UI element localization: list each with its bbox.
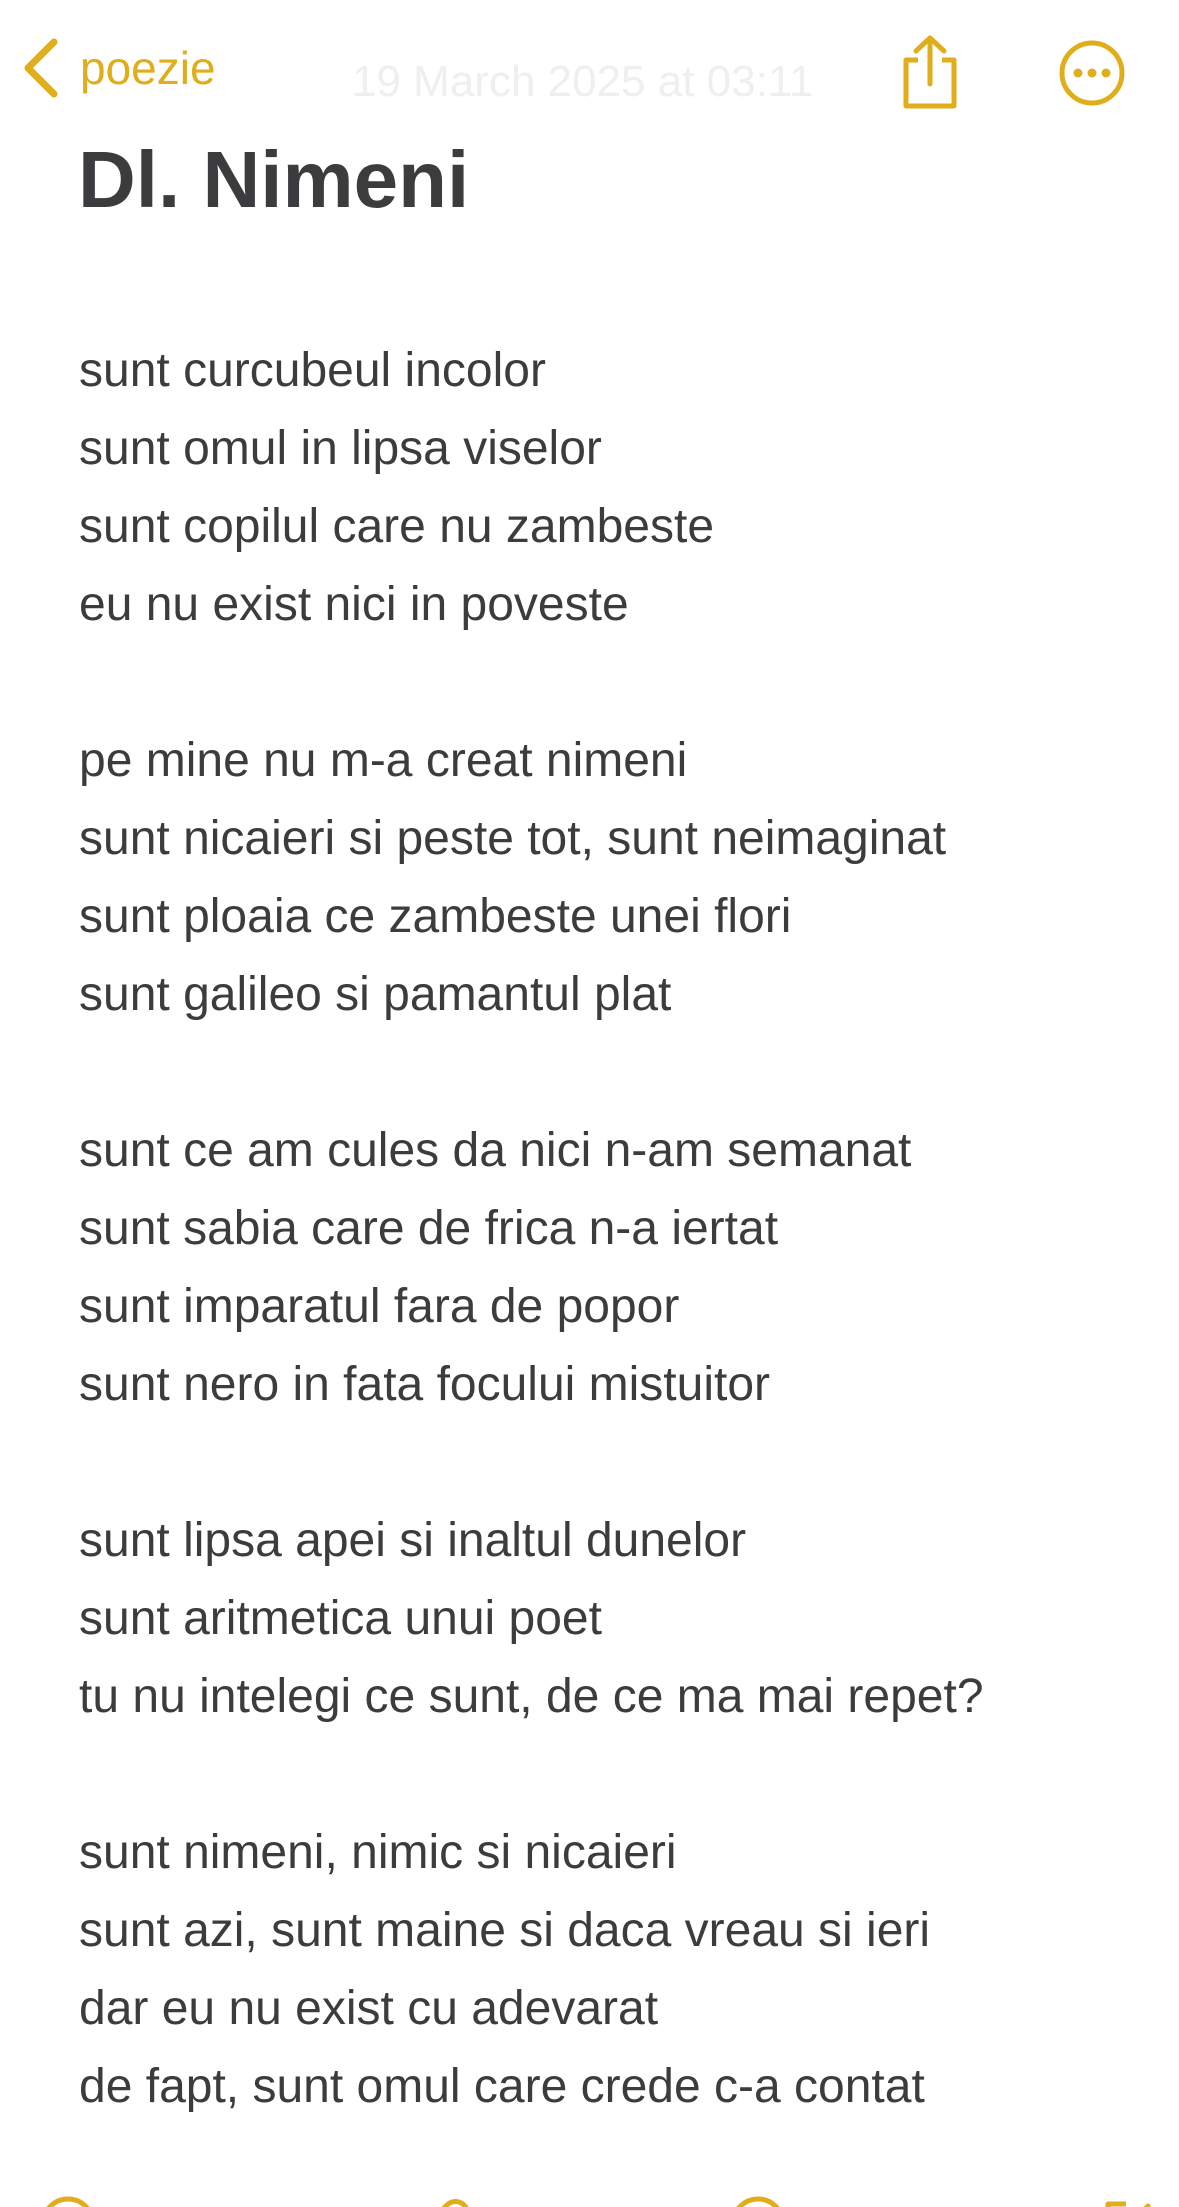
attachment-icon[interactable] — [414, 2194, 474, 2207]
poem-line: sunt aritmetica unui poet — [79, 1592, 602, 1645]
stanza — [79, 1112, 1159, 1424]
back-button-label: poezie — [80, 42, 216, 94]
poem-line: sunt omul in lipsa viselor — [79, 422, 602, 475]
poem-line: sunt ce am cules da nici n-am semanat — [79, 1124, 912, 1177]
share-icon[interactable] — [898, 34, 962, 110]
poem-line: sunt curcubeul incolor — [79, 344, 546, 397]
poem-line: sunt sabia care de frica n-a iertat — [79, 1202, 779, 1255]
chevron-left-icon — [22, 38, 58, 98]
markup-icon[interactable] — [728, 2194, 788, 2207]
stanza — [79, 722, 1159, 1034]
note-title: Dl. Nimeni — [78, 135, 470, 224]
poem-line: pe mine nu m-a creat nimeni — [79, 734, 688, 787]
poem-line: sunt ploaia ce zambeste unei flori — [79, 890, 792, 943]
poem-line: sunt imparatul fara de popor — [79, 1280, 680, 1333]
bottom-toolbar — [0, 2170, 1179, 2207]
more-icon[interactable] — [1058, 39, 1126, 107]
poem-line: sunt galileo si pamantul plat — [79, 968, 672, 1021]
back-button[interactable] — [22, 38, 216, 98]
poem-line: sunt azi, sunt maine si daca vreau si ieri — [79, 1904, 931, 1957]
stanza — [79, 1814, 1159, 2126]
poem-line: de fapt, sunt omul care crede c-a contat — [79, 2060, 925, 2113]
checklist-icon[interactable] — [38, 2194, 98, 2207]
stanza — [79, 1502, 1159, 1736]
poem-line: sunt nimeni, nimic si nicaieri — [79, 1826, 677, 1879]
poem-line: sunt copilul care nu zambeste — [79, 500, 715, 553]
compose-icon[interactable] — [1098, 2194, 1158, 2207]
poem-line: dar eu nu exist cu adevarat — [79, 1982, 659, 2035]
poem-line: eu nu exist nici in poveste — [79, 578, 629, 631]
poem-line: sunt nero in fata focului mistuitor — [79, 1358, 771, 1411]
note-body[interactable] — [79, 332, 1159, 2204]
poem-line: tu nu intelegi ce sunt, de ce ma mai repet? — [79, 1670, 984, 1723]
navigation-bar — [0, 0, 1179, 140]
note-date: 19 March 2025 at 03:11 — [352, 57, 814, 106]
poem-line: sunt lipsa apei si inaltul dunelor — [79, 1514, 747, 1567]
stanza — [79, 332, 1159, 644]
poem-line: sunt nicaieri si peste tot, sunt neimaginat — [79, 812, 947, 865]
